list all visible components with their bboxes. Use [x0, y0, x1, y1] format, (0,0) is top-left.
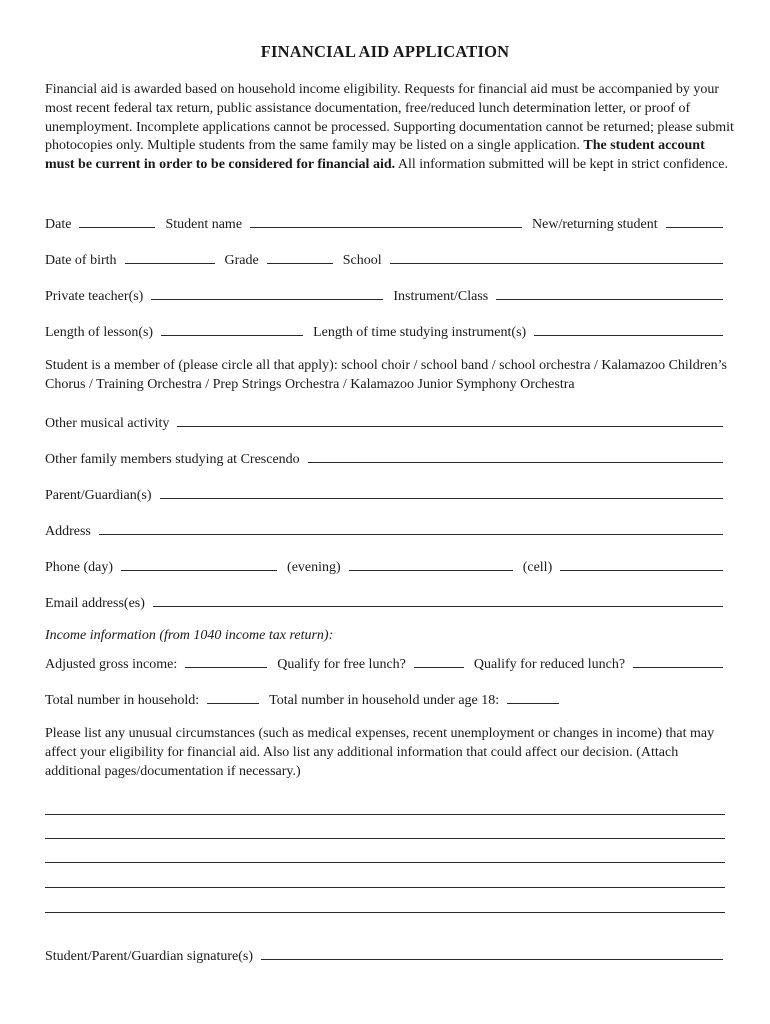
length-of-lesson-label: Length of lesson(s)	[45, 325, 154, 340]
other-musical-label: Other musical activity	[45, 416, 170, 431]
row-lesson-length	[45, 321, 723, 341]
intro-paragraph	[45, 81, 735, 175]
adjusted-gross-field[interactable]	[185, 653, 267, 668]
intro-bold-notice: The student account must be current in order to be considered for financial aid.	[45, 138, 705, 173]
other-family-field[interactable]	[308, 448, 723, 463]
circumstances-line-2[interactable]	[45, 838, 725, 839]
signature-label: Student/Parent/Guardian signature(s)	[45, 949, 254, 964]
private-teacher-label: Private teacher(s)	[45, 289, 144, 304]
intro-text-end: All information submitted will be kept in strict confidence.	[395, 157, 728, 173]
phone-evening-field[interactable]	[349, 556, 513, 571]
membership-options[interactable]: Student is a member of (please circle all that apply): school choir / school band / school orchestra / Kalamazoo Children’s Chorus / Training Orchestra / Prep Strings Orchestra / Kalamazoo Junior Symphony Orchestra	[45, 358, 727, 392]
row-date-student	[45, 213, 723, 233]
email-label: Email address(es)	[45, 596, 145, 611]
row-income	[45, 653, 723, 673]
instrument-class-field[interactable]	[496, 285, 723, 300]
email-field[interactable]	[153, 592, 723, 607]
phone-evening-label: (evening)	[287, 560, 341, 575]
other-family-label: Other family members studying at Crescendo	[45, 452, 300, 467]
student-name-label: Student name	[165, 217, 243, 232]
school-field[interactable]	[390, 249, 723, 264]
page-title: FINANCIAL AID APPLICATION	[260, 42, 510, 61]
date-of-birth-label: Date of birth	[45, 253, 117, 268]
circumstances-line-3[interactable]	[45, 862, 725, 863]
new-returning-label: New/returning student	[532, 217, 658, 232]
private-teacher-field[interactable]	[151, 285, 383, 300]
adjusted-gross-label: Adjusted gross income:	[45, 657, 178, 672]
phone-day-label: Phone (day)	[45, 560, 114, 575]
grade-label: Grade	[224, 253, 259, 268]
total-household-label: Total number in household:	[45, 693, 200, 708]
circumstances-instructions: Please list any unusual circumstances (such as medical expenses, recent unemployment or changes in income) that may affect your eligibility for financial aid. Also list any additional information that could affect our decision. (Attach additional pages/documentation if necessary.)	[45, 726, 715, 779]
student-name-field[interactable]	[250, 213, 522, 228]
circumstances-line-5[interactable]	[45, 912, 725, 913]
length-of-lesson-field[interactable]	[161, 321, 303, 336]
row-other-family	[45, 448, 723, 468]
phone-cell-label: (cell)	[522, 560, 553, 575]
grade-field[interactable]	[267, 249, 333, 264]
reduced-lunch-label: Qualify for reduced lunch?	[473, 657, 626, 672]
length-studying-label: Length of time studying instrument(s)	[313, 325, 527, 340]
instrument-class-label: Instrument/Class	[393, 289, 489, 304]
signature-field[interactable]	[261, 945, 723, 960]
income-heading: Income information (from 1040 income tax return):	[45, 628, 334, 643]
address-label: Address	[45, 524, 91, 539]
reduced-lunch-field[interactable]	[633, 653, 723, 668]
row-other-musical	[45, 412, 723, 432]
intro-text: Financial aid is awarded based on household income eligibility. Requests for financial aid must be accompanied by your most recent federal tax return, public assistance documentation, free/reduced lunch determination letter, or proof of unemployment. Incomplete applications cannot be processed. Supporting documentation cannot be returned; please submit photocopies only. Multiple students from the same family may be listed on a single application.	[45, 82, 734, 154]
row-teacher-instrument	[45, 285, 723, 305]
date-of-birth-field[interactable]	[125, 249, 215, 264]
address-field[interactable]	[99, 520, 723, 535]
total-household-field[interactable]	[207, 689, 259, 704]
date-label: Date	[45, 217, 72, 232]
household-under-18-label: Total number in household under age 18:	[269, 693, 500, 708]
row-address	[45, 520, 723, 540]
new-returning-field[interactable]	[666, 213, 723, 228]
row-signature	[45, 945, 723, 965]
circumstances-line-4[interactable]	[45, 887, 725, 888]
row-parent-guardian	[45, 484, 723, 504]
phone-cell-field[interactable]	[560, 556, 723, 571]
free-lunch-label: Qualify for free lunch?	[277, 657, 406, 672]
other-musical-field[interactable]	[177, 412, 723, 427]
parent-guardian-label: Parent/Guardian(s)	[45, 488, 152, 503]
row-dob-grade-school	[45, 249, 723, 269]
parent-guardian-field[interactable]	[160, 484, 723, 499]
phone-day-field[interactable]	[121, 556, 277, 571]
school-label: School	[342, 253, 382, 268]
date-field[interactable]	[79, 213, 155, 228]
circumstances-line-1[interactable]	[45, 814, 725, 815]
length-studying-field[interactable]	[534, 321, 723, 336]
row-phone	[45, 556, 723, 576]
household-under-18-field[interactable]	[507, 689, 559, 704]
free-lunch-field[interactable]	[414, 653, 464, 668]
row-email	[45, 592, 723, 612]
row-household	[45, 689, 723, 709]
